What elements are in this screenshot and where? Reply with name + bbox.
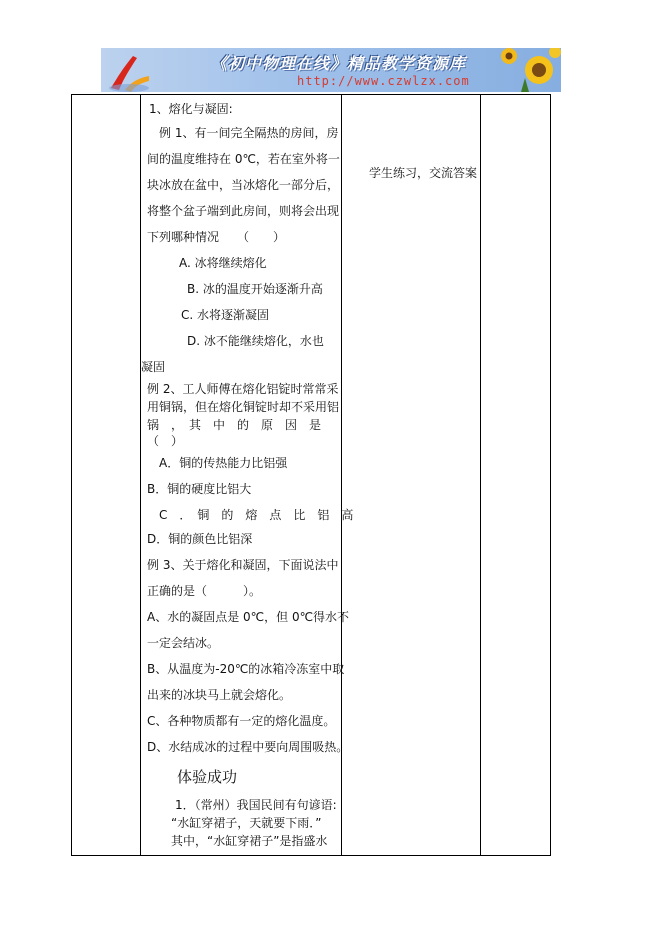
success-heading: 体验成功 xyxy=(177,768,238,786)
example-2-text: （ ） xyxy=(147,434,184,448)
example-3-option-a: A、水的凝固点是 0℃，但 0℃得水不 xyxy=(147,610,350,624)
example-3-text: 正确的是（ ）。 xyxy=(147,584,262,598)
example-3-option-a-cont: 一定会结冰。 xyxy=(147,636,220,650)
example-2-text: 例 2、工人师傅在熔化铝锭时常常采 xyxy=(147,382,339,396)
example-1-text: 将整个盆子端到此房间，则将会出现 xyxy=(147,204,340,218)
example-1-option-c: C. 水将逐渐凝固 xyxy=(181,308,270,322)
example-2-option-d: D．铜的颜色比铝深 xyxy=(147,532,253,546)
example-1-option-a: A. 冰将继续熔化 xyxy=(179,256,267,270)
table-divider xyxy=(480,94,481,856)
example-3-option-b: B、从温度为-20℃的冰箱冷冻室中取 xyxy=(147,662,345,676)
example-2-option-c: C ． 铜 的 熔 点 比 铝 高 xyxy=(159,508,354,522)
success-question-text: “水缸穿裙子，天就要下雨．” xyxy=(171,816,322,830)
example-3-option-c: C、各种物质都有一定的熔化温度。 xyxy=(147,714,336,728)
sunflower-icon xyxy=(481,48,561,92)
example-3-text: 例 3、关于熔化和凝固，下面说法中 xyxy=(147,558,339,572)
example-3-option-d: D、水结成冰的过程中要向周围吸热。 xyxy=(147,740,349,754)
example-1-text: 下列哪种情况 （ ） xyxy=(147,230,286,244)
logo-icon xyxy=(103,48,163,92)
example-2-option-a: A．铜的传热能力比铝强 xyxy=(159,456,288,470)
example-1-option-d-cont: 凝固 xyxy=(141,360,166,374)
example-1-text: 块冰放在盆中，当冰熔化一部分后， xyxy=(147,178,340,192)
banner-url[interactable]: http://www.czwlzx.com xyxy=(297,74,470,88)
example-2-text: 锅 ， 其 中 的 原 因 是 xyxy=(147,418,322,432)
example-2-text: 用铜锅，但在熔化铜锭时却不采用铝 xyxy=(147,400,340,414)
example-1-option-d: D. 冰不能继续熔化，水也 xyxy=(187,334,324,348)
example-2-option-b: B．铜的硬度比铝大 xyxy=(147,482,252,496)
banner-title: 《初中物理在线》精品教学资源库 xyxy=(211,54,467,73)
success-question-text: 1．（常州）我国民间有句谚语: xyxy=(175,798,337,812)
header-banner xyxy=(101,48,561,92)
success-question-text: 其中，“水缸穿裙子”是指盛水 xyxy=(171,834,328,848)
example-1-text: 间的温度维持在 0℃，若在室外将一 xyxy=(147,152,340,166)
section-title: 1、熔化与凝固: xyxy=(149,102,233,116)
table-divider xyxy=(140,94,141,856)
example-1-option-b: B. 冰的温度开始逐渐升高 xyxy=(187,282,323,296)
example-1-text: 例 1、有一间完全隔热的房间，房 xyxy=(159,126,339,140)
example-3-option-b-cont: 出来的冰块马上就会熔化。 xyxy=(147,688,292,702)
student-activity: 学生练习，交流答案 xyxy=(369,166,478,180)
